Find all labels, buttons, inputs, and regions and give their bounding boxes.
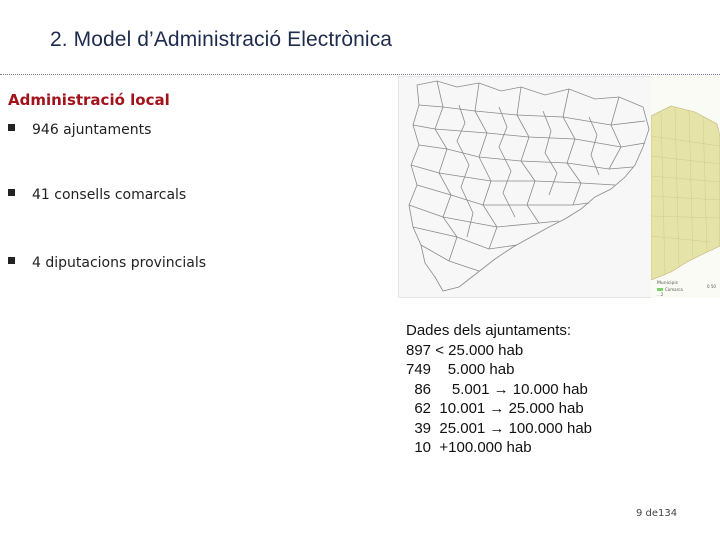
stats-heading: Dades dels ajuntaments:	[406, 322, 572, 339]
stats-count: 749	[406, 361, 432, 378]
square-bullet-icon	[8, 257, 15, 264]
stats-range: +100.000 hab	[439, 439, 532, 456]
map-legend-item: Comarca	[665, 287, 683, 292]
stats-range: 10.001 → 25.000 hab	[439, 400, 584, 417]
municipis-map-panel	[651, 76, 720, 298]
stats-row	[406, 399, 592, 419]
stats-row	[406, 341, 592, 361]
map-scale-label: 0 50	[707, 284, 716, 289]
section-heading: Administració local	[8, 91, 170, 109]
stats-count: 86	[414, 380, 432, 398]
map-legend-item: ...2	[657, 292, 664, 297]
map-outline	[409, 81, 649, 291]
stats-count: 897	[406, 341, 432, 359]
title-divider	[0, 74, 720, 75]
square-bullet-icon	[8, 124, 15, 131]
stats-row	[406, 438, 592, 458]
stats-row	[406, 419, 592, 439]
slide-title: 2. Model d’Administració Electrònica	[50, 28, 393, 51]
stats-range: 5.001 → 10.000 hab	[439, 380, 588, 398]
legend-swatch	[657, 288, 663, 291]
municipis-map-svg	[651, 76, 720, 298]
page-number: 9 de134	[636, 508, 678, 519]
stats-count: 39	[414, 419, 432, 437]
stats-range: 5.000 hab	[435, 361, 515, 378]
square-bullet-icon	[8, 189, 15, 196]
stats-range: 25.001 → 100.000 hab	[439, 419, 593, 437]
bullet-item-ajuntaments	[8, 122, 151, 144]
stats-row	[406, 360, 592, 380]
bullet-text: 41 consells comarcals	[32, 187, 187, 203]
bullet-item-consells	[8, 187, 186, 209]
map-outline-svg	[399, 77, 653, 299]
stats-count: 62	[414, 400, 432, 417]
stats-count: 10	[414, 439, 432, 456]
catalonia-comarques-map	[398, 76, 652, 298]
stats-block	[406, 321, 592, 458]
stats-row	[406, 380, 592, 400]
stats-range: < 25.000 hab	[435, 341, 524, 359]
bullet-text: 4 diputacions provincials	[32, 255, 207, 271]
bullet-text: 946 ajuntaments	[32, 122, 152, 138]
map-legend-title: Municipis	[657, 281, 679, 286]
bullet-item-diputacions	[8, 255, 206, 277]
